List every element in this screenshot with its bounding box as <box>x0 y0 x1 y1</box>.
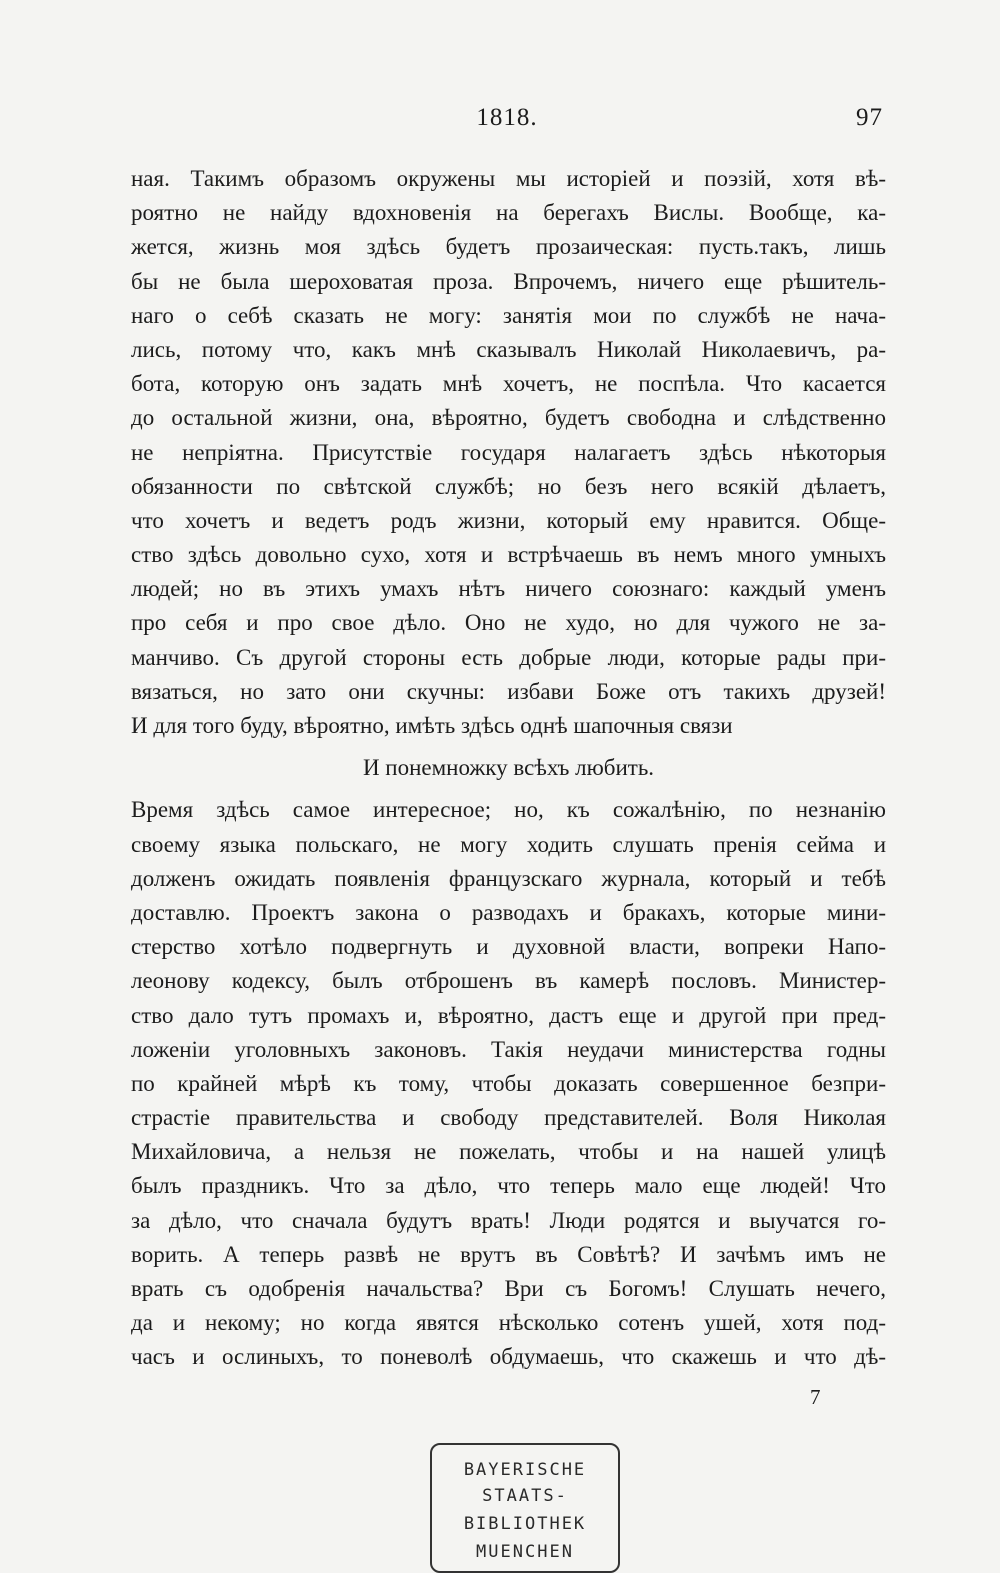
text-line: бы не была шероховатая проза. Впрочемъ, ничего еще рѣшитель- <box>131 268 886 294</box>
signature-mark: 7 <box>810 1385 821 1409</box>
text-line: манчиво. Съ другой стороны есть добрые люди, которые рады при- <box>131 644 886 670</box>
text-line: долженъ ожидать появленія французскаго журнала, который и тебѣ <box>131 865 886 891</box>
text-line: людей; но въ этихъ умахъ нѣтъ ничего союзнаго: каждый уменъ <box>131 576 886 602</box>
svg-text:BIBLIOTHEK: BIBLIOTHEK <box>463 1514 587 1534</box>
text-line: ворить. А теперь развѣ не врутъ въ Совѣтѣ? И зачѣмъ имъ не <box>131 1241 886 1267</box>
svg-text:STAATS-: STAATS- <box>482 1486 568 1506</box>
text-line: леонову кодексу, былъ отброшенъ въ камерѣ пословъ. Министер- <box>131 968 886 994</box>
verse-line: И понемножку всѣхъ любить. <box>362 755 655 781</box>
stamp-image <box>432 1445 618 1571</box>
page-body <box>131 162 886 1375</box>
text-line: врать съ одобренія начальства? Ври съ Богомъ! Слушать нечего, <box>131 1276 886 1301</box>
text-line: лись, потому что, какъ мнѣ сказывалъ Николай Николаевичъ, ра- <box>131 336 886 362</box>
text-line: доставлю. Проектъ закона о разводахъ и бракахъ, которые мини- <box>131 899 886 925</box>
text-line: былъ праздникъ. Что за дѣло, что теперь мало еще людей! Что <box>131 1173 886 1199</box>
text-line: стерство хотѣло подвергнуть и духовной власти, вопреки Напо- <box>131 934 886 960</box>
library-stamp <box>430 1443 620 1573</box>
text-line: часъ и ослиныхъ, то поневолѣ обдумаешь, что скажешь и что дѣ- <box>131 1344 886 1370</box>
text-line: обязанности по свѣтской службѣ; но безъ него всякій дѣлаетъ, <box>131 473 886 499</box>
header-year: 1818. <box>476 104 538 131</box>
text-line: не непріятна. Присутствіе государя налагаетъ здѣсь нѣкоторыя <box>131 439 886 465</box>
text-line: ство дало тутъ промахъ и, вѣроятно, дастъ еще и другой при пред- <box>131 1002 886 1028</box>
text-line: по крайней мѣрѣ къ тому, чтобы доказать совершенное безпри- <box>131 1070 886 1096</box>
text-line: роятно не найду вдохновенія на берегахъ Вислы. Вообще, ка- <box>131 200 886 226</box>
text-line: И для того буду, вѣроятно, имѣть здѣсь однѣ шапочныя связи <box>131 713 733 738</box>
text-line: вязаться, но зато они скучны: избави Боже отъ такихъ друзей! <box>131 678 886 704</box>
text-line: ная. Такимъ образомъ окружены мы исторіей и поэзій, хотя вѣ- <box>131 166 886 191</box>
svg-text:MUENCHEN: MUENCHEN <box>476 1542 574 1562</box>
text-line: бота, которую онъ задать мнѣ хочетъ, не поспѣла. Что касается <box>131 371 886 397</box>
running-header <box>131 104 883 140</box>
text-line: про себя и про свое дѣло. Оно не худо, но для чужого не за- <box>131 610 886 636</box>
svg-text:BAYERISCHE: BAYERISCHE <box>463 1460 587 1480</box>
text-line: что хочетъ и ведетъ родъ жизни, который ему нравится. Обще- <box>131 507 886 533</box>
text-line: страстіе правительства и свободу представителей. Воля Николая <box>131 1105 886 1131</box>
text-line: своему языка польскаго, не могу ходить слушать пренія сейма и <box>131 831 886 857</box>
text-line: ложеніи уголовныхъ законовъ. Такія неудачи министерства годны <box>131 1036 886 1062</box>
text-line: за дѣло, что сначала будутъ врать! Люди родятся и выучатся го- <box>131 1207 886 1233</box>
text-line: до остальной жизни, она, вѣроятно, будетъ свободна и слѣдственно <box>131 405 886 431</box>
text-line: ство здѣсь довольно сухо, хотя и встрѣчаешь въ немъ много умныхъ <box>131 542 886 568</box>
text-line: Время здѣсь самое интересное; но, къ сожалѣнію, по незнанію <box>131 797 886 823</box>
text-line: да и некому; но когда явятся нѣсколько сотенъ ушей, хотя под- <box>131 1310 886 1336</box>
text-line: Михайловича, а нельзя не пожелать, чтобы и на нашей улицѣ <box>131 1139 886 1165</box>
text-line: наго о себѣ сказать не могу: занятія мои по службѣ не нача- <box>131 302 886 328</box>
text-line: жется, жизнь моя здѣсь будетъ прозаическая: пусть.такъ, лишь <box>131 234 886 260</box>
page-number: 97 <box>856 104 883 131</box>
